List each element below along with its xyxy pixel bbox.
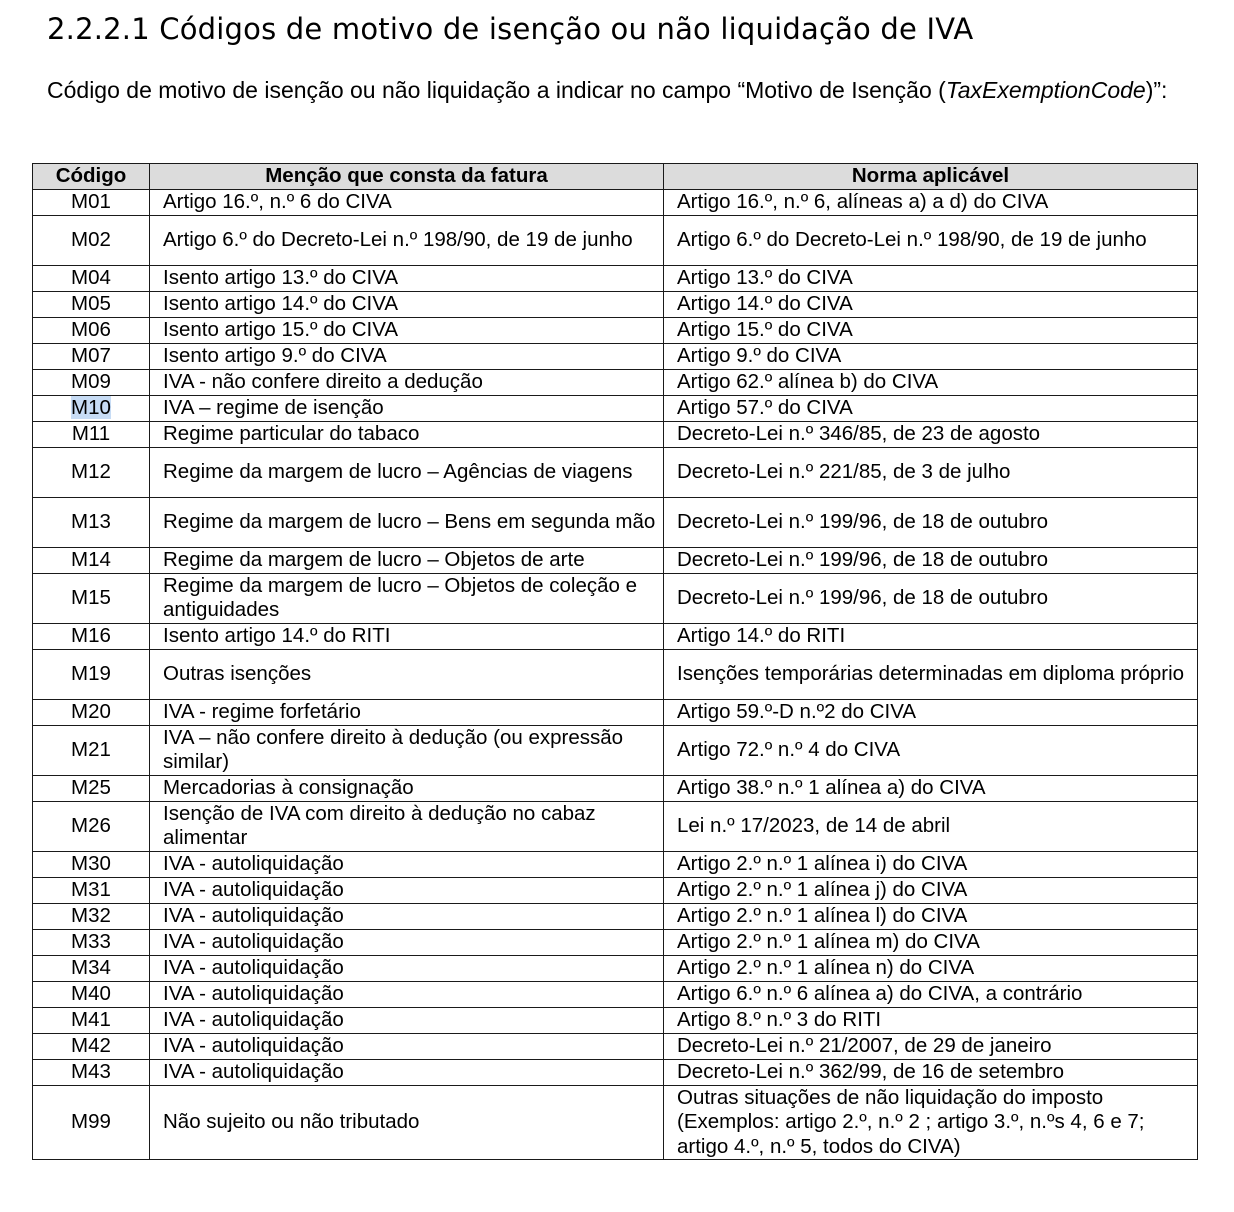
table-row xyxy=(33,1007,1198,1033)
table-row xyxy=(33,343,1198,369)
cell-norm: Artigo 6.º do Decreto‐Lei n.º 198/90, de 19 de junho xyxy=(664,215,1198,265)
cell-norm: Artigo 6.º n.º 6 alínea a) do CIVA, a contrário xyxy=(664,981,1198,1007)
cell-norm: Outras situações de não liquidação do imposto (Exemplos: artigo 2.º, n.º 2 ; artigo 3.º, n.ºs 4, 6 e 7; artigo 4.º, n.º 5, todos do CIVA) xyxy=(664,1085,1198,1160)
cell-mention: Mercadorias à consignação xyxy=(150,775,664,801)
cell-code: M16 xyxy=(33,623,150,649)
cell-code: M02 xyxy=(33,215,150,265)
table-row xyxy=(33,699,1198,725)
cell-mention: Regime da margem de lucro – Bens em segunda mão xyxy=(150,497,664,547)
cell-code: M43 xyxy=(33,1059,150,1085)
cell-norm: Decreto-Lei n.º 362/99, de 16 de setembro xyxy=(664,1059,1198,1085)
cell-norm: Artigo 15.º do CIVA xyxy=(664,317,1198,343)
cell-code: M11 xyxy=(33,421,150,447)
cell-norm: Artigo 38.º n.º 1 alínea a) do CIVA xyxy=(664,775,1198,801)
cell-mention: IVA - autoliquidação xyxy=(150,1033,664,1059)
cell-norm: Artigo 14.º do CIVA xyxy=(664,291,1198,317)
table-row xyxy=(33,623,1198,649)
cell-mention: Isenção de IVA com direito à dedução no cabaz alimentar xyxy=(150,801,664,851)
cell-code xyxy=(33,395,150,421)
table-row xyxy=(33,189,1198,215)
cell-mention: Artigo 16.º, n.º 6 do CIVA xyxy=(150,189,664,215)
cell-mention: Isento artigo 14.º do RITI xyxy=(150,623,664,649)
exemption-codes-table xyxy=(32,163,1198,1160)
cell-mention: IVA – regime de isenção xyxy=(150,395,664,421)
table-row xyxy=(33,1033,1198,1059)
cell-code: M04 xyxy=(33,265,150,291)
cell-mention: IVA - autoliquidação xyxy=(150,877,664,903)
cell-code: M07 xyxy=(33,343,150,369)
cell-norm: Artigo 16.º, n.º 6, alíneas a) a d) do CIVA xyxy=(664,189,1198,215)
cell-mention: Regime da margem de lucro – Objetos de arte xyxy=(150,547,664,573)
cell-mention: Outras isenções xyxy=(150,649,664,699)
table-row xyxy=(33,851,1198,877)
cell-mention: IVA - não confere direito a dedução xyxy=(150,369,664,395)
cell-mention: Isento artigo 13.º do CIVA xyxy=(150,265,664,291)
cell-mention: IVA - autoliquidação xyxy=(150,851,664,877)
table-row xyxy=(33,291,1198,317)
cell-mention: Isento artigo 9.º do CIVA xyxy=(150,343,664,369)
cell-norm: Artigo 2.º n.º 1 alínea n) do CIVA xyxy=(664,955,1198,981)
table-row xyxy=(33,1085,1198,1160)
cell-norm: Artigo 2.º n.º 1 alínea l) do CIVA xyxy=(664,903,1198,929)
cell-code: M09 xyxy=(33,369,150,395)
cell-norm: Decreto-Lei n.º 199/96, de 18 de outubro xyxy=(664,497,1198,547)
cell-code: M13 xyxy=(33,497,150,547)
cell-mention: IVA - autoliquidação xyxy=(150,1007,664,1033)
table-row xyxy=(33,395,1198,421)
cell-mention: Regime particular do tabaco xyxy=(150,421,664,447)
cell-mention: Regime da margem de lucro – Agências de viagens xyxy=(150,447,664,497)
cell-code: M34 xyxy=(33,955,150,981)
cell-code: M12 xyxy=(33,447,150,497)
highlighted-code: M10 xyxy=(71,395,111,419)
cell-norm: Artigo 59.º-D n.º2 do CIVA xyxy=(664,699,1198,725)
cell-norm: Lei n.º 17/2023, de 14 de abril xyxy=(664,801,1198,851)
cell-code: M33 xyxy=(33,929,150,955)
section-heading: 2.2.2.1 Códigos de motivo de isenção ou não liquidação de IVA xyxy=(47,12,974,46)
cell-norm: Artigo 8.º n.º 3 do RITI xyxy=(664,1007,1198,1033)
cell-code: M30 xyxy=(33,851,150,877)
cell-code: M41 xyxy=(33,1007,150,1033)
table-row xyxy=(33,903,1198,929)
cell-code: M42 xyxy=(33,1033,150,1059)
cell-mention: IVA - autoliquidação xyxy=(150,903,664,929)
table-row xyxy=(33,725,1198,775)
cell-mention: IVA - autoliquidação xyxy=(150,1059,664,1085)
table-row xyxy=(33,421,1198,447)
cell-norm: Artigo 62.º alínea b) do CIVA xyxy=(664,369,1198,395)
cell-mention: Artigo 6.º do Decreto-Lei n.º 198/90, de 19 de junho xyxy=(150,215,664,265)
table-row xyxy=(33,1059,1198,1085)
cell-norm: Decreto-Lei n.º 221/85, de 3 de julho xyxy=(664,447,1198,497)
table-row xyxy=(33,497,1198,547)
table-row xyxy=(33,317,1198,343)
cell-code: M31 xyxy=(33,877,150,903)
table-row xyxy=(33,573,1198,623)
cell-code: M40 xyxy=(33,981,150,1007)
cell-norm: Artigo 14.º do RITI xyxy=(664,623,1198,649)
table-row xyxy=(33,775,1198,801)
cell-norm: Artigo 2.º n.º 1 alínea j) do CIVA xyxy=(664,877,1198,903)
table-row xyxy=(33,447,1198,497)
cell-mention: Não sujeito ou não tributado xyxy=(150,1085,664,1160)
table-row xyxy=(33,801,1198,851)
table-row xyxy=(33,547,1198,573)
table-row xyxy=(33,215,1198,265)
cell-mention: IVA – não confere direito à dedução (ou expressão similar) xyxy=(150,725,664,775)
header-norm: Norma aplicável xyxy=(664,164,1198,190)
cell-norm: Artigo 2.º n.º 1 alínea m) do CIVA xyxy=(664,929,1198,955)
cell-norm: Artigo 2.º n.º 1 alínea i) do CIVA xyxy=(664,851,1198,877)
table-header-row xyxy=(33,164,1198,190)
cell-code: M19 xyxy=(33,649,150,699)
cell-norm: Artigo 13.º do CIVA xyxy=(664,265,1198,291)
cell-mention: IVA - regime forfetário xyxy=(150,699,664,725)
cell-code: M21 xyxy=(33,725,150,775)
cell-code: M05 xyxy=(33,291,150,317)
table-row xyxy=(33,877,1198,903)
header-mention: Menção que consta da fatura xyxy=(150,164,664,190)
cell-code: M14 xyxy=(33,547,150,573)
cell-norm: Decreto-Lei n.º 346/85, de 23 de agosto xyxy=(664,421,1198,447)
intro-code-term: TaxExemptionCode xyxy=(945,77,1146,103)
cell-code: M20 xyxy=(33,699,150,725)
cell-mention: Regime da margem de lucro – Objetos de coleção e antiguidades xyxy=(150,573,664,623)
cell-norm: Decreto-Lei n.º 199/96, de 18 de outubro xyxy=(664,547,1198,573)
intro-end: )”: xyxy=(1145,77,1168,103)
cell-mention: Isento artigo 14.º do CIVA xyxy=(150,291,664,317)
cell-norm: Decreto-Lei n.º 21/2007, de 29 de janeiro xyxy=(664,1033,1198,1059)
cell-code: M25 xyxy=(33,775,150,801)
cell-mention: IVA - autoliquidação xyxy=(150,955,664,981)
cell-code: M26 xyxy=(33,801,150,851)
cell-norm: Artigo 72.º n.º 4 do CIVA xyxy=(664,725,1198,775)
intro-text: Código de motivo de isenção ou não liquidação a indicar no campo “Motivo de Isenção ( xyxy=(47,77,946,103)
cell-norm: Isenções temporárias determinadas em diploma próprio xyxy=(664,649,1198,699)
cell-norm: Artigo 57.º do CIVA xyxy=(664,395,1198,421)
table-row xyxy=(33,649,1198,699)
cell-norm: Artigo 9.º do CIVA xyxy=(664,343,1198,369)
table-row xyxy=(33,265,1198,291)
table-row xyxy=(33,929,1198,955)
cell-mention: IVA - autoliquidação xyxy=(150,929,664,955)
cell-code: M99 xyxy=(33,1085,150,1160)
cell-code: M15 xyxy=(33,573,150,623)
table-row xyxy=(33,981,1198,1007)
header-code: Código xyxy=(33,164,150,190)
intro-paragraph xyxy=(47,74,1169,106)
cell-mention: IVA - autoliquidação xyxy=(150,981,664,1007)
cell-code: M06 xyxy=(33,317,150,343)
table-row xyxy=(33,955,1198,981)
table-row xyxy=(33,369,1198,395)
cell-mention: Isento artigo 15.º do CIVA xyxy=(150,317,664,343)
cell-norm: Decreto-Lei n.º 199/96, de 18 de outubro xyxy=(664,573,1198,623)
cell-code: M32 xyxy=(33,903,150,929)
cell-code: M01 xyxy=(33,189,150,215)
